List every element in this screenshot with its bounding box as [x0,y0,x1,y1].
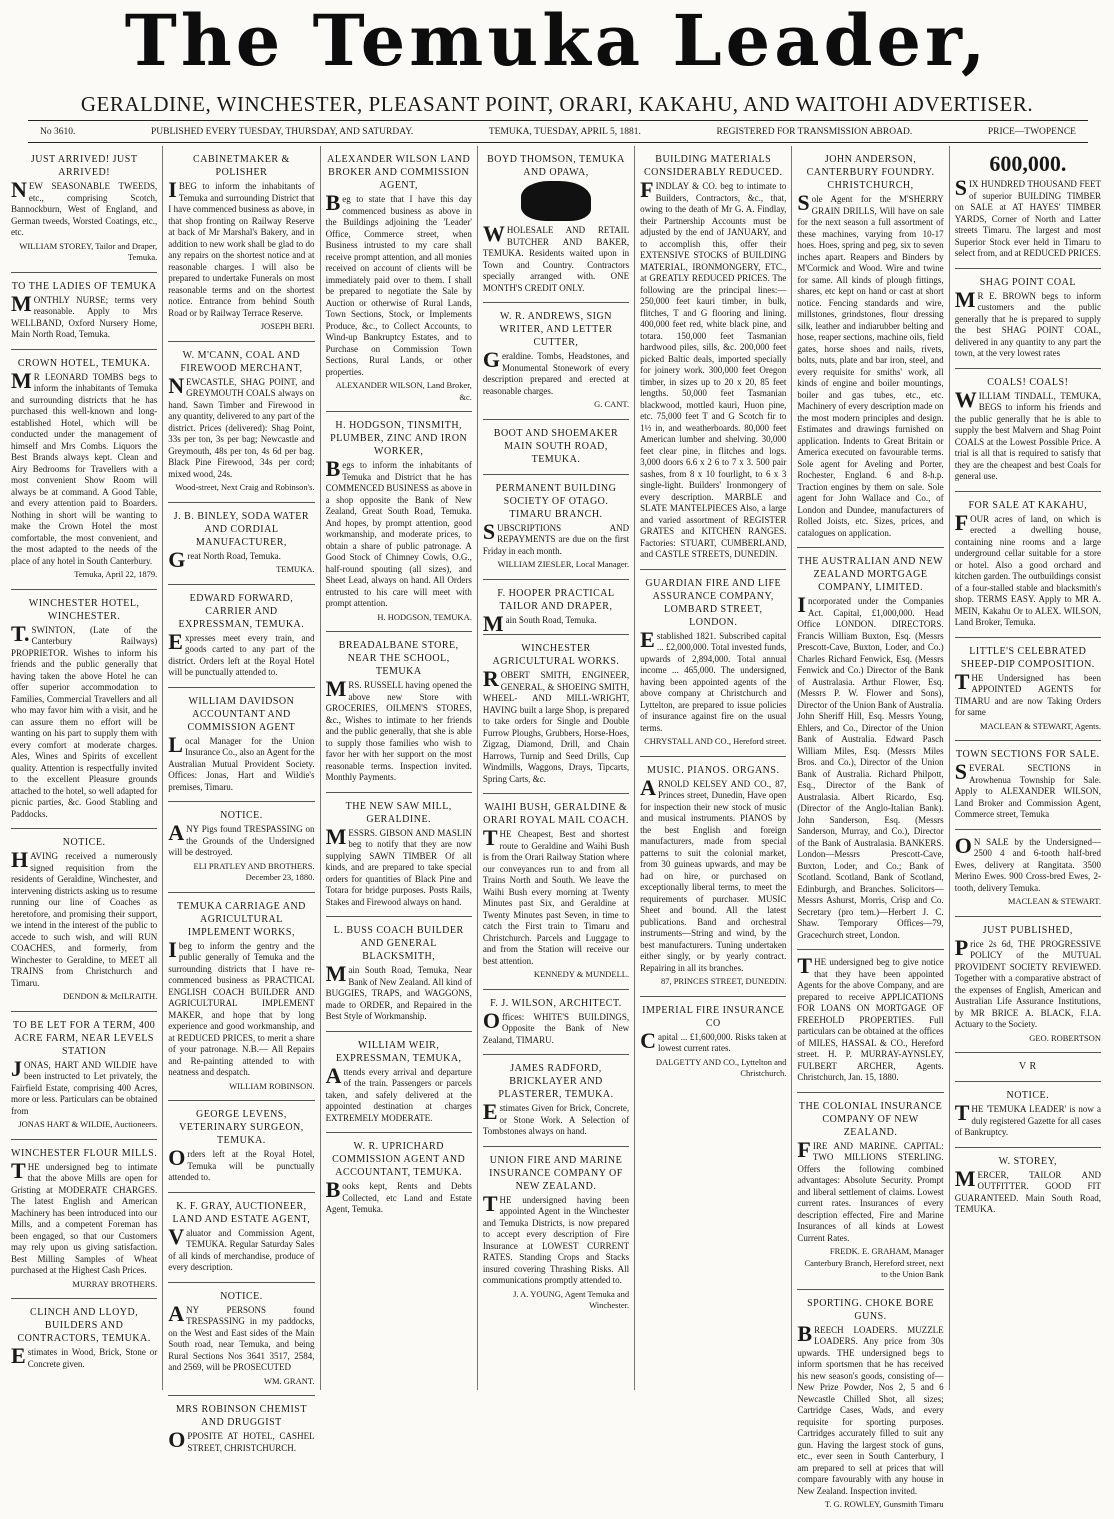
advertisement [955,830,1101,917]
ad-body: IBEG to inform the inhabitants of Temuka and surrounding District that I have commenced business as above, in that shop fronting on Railway Reserve at back of Mr Marshal's Bakery, and in addition to new work shall be glad to do any repairs on the shortest notice and at reasonable charges. I will also be prepared to undertake Funerals on most reasonable terms and on the shortest notice. Entrance from behind South Road or by Railway Terrace Reserve. [168,177,315,318]
ad-heading: UNION FIRE AND MARINE INSURANCE COMPANY OF NEW ZEALAND. [489,1154,623,1192]
ad-signature: WM. GRANT. [263,1375,315,1386]
ad-body: Capital ... £1,600,000. Risks taken at lowest current rates. [640,1027,787,1053]
ad-body: Price 2s 6d, THE PROGRESSIVE POLICY of the MUTUAL PROVIDENT SOCIETY REVIEWED. Together with a comparative abstract of the expenses of English, American and Australian Life Assurance Institutions, by MR BRICE A. BLACK, F.I.A. Actuary to the Society. [954,934,1101,1029]
ad-body: Main South Road, Temuka. [482,610,597,636]
ad-heading: NOTICE. [220,810,263,821]
ad-heading: NOTICE. [1006,1090,1050,1101]
advertisement [797,1093,943,1290]
advertisement [955,146,1101,269]
advertisement [955,917,1101,1054]
advertisement [483,1147,629,1320]
advertisement [168,1283,314,1397]
ad-heading: FOR SALE AT KAKAHU, [968,499,1088,511]
advertisement [168,342,314,503]
advertisement [168,688,314,803]
advertisement [168,585,314,688]
ad-signature: WILLIAM STOREY, Tailor and Draper, Temuka. [19,240,158,262]
ad-signature: WILLIAM ZIESLER, Local Manager. [497,559,630,569]
ad-heading: COALS! COALS! [987,376,1069,388]
ad-body: ON SALE by the Undersigned— 2500 4 and 6-tooth half-bred Ewes, delivery at Rangitata. 3500 Merino Ewes. 900 Cross-bred Ewes, 2-tooth, delivery Temuka. [954,832,1101,893]
ad-heading: THE COLONIAL INSURANCE COMPANY OF NEW ZEALAND. [798,1100,943,1138]
advertisement [11,829,157,1012]
ad-signature: FREDK. E. GRAHAM, Manager Canterbury Branch, Hereford street, next to the Union Bank [804,1246,944,1279]
ad-body: Offices: WHITE'S BUILDINGS, Opposite the Bank of New Zealand, TIMARU. [482,1007,630,1045]
dateline [40,124,1076,140]
ad-body: Books kept, Rents and Debts Collected, etc Land and Estate Agent, Temuka. [325,1177,472,1214]
ad-body: MR E. BROWN begs to inform customers and the public generally that he is prepared to supply the best SHAG POINT COAL, delivered in any quantity to any part the town, at the very lowest rates [954,286,1101,358]
ad-body: ANY PERSONS found TRESPASSING in my paddocks, on the West and East sides of the Main South road, near Temuka, and being Rural Sections Nos 3641 3517, 2584, and 2569, will be PROSECUTED [168,1300,315,1372]
ad-heading: CABINETMAKER & POLISHER [193,154,290,178]
ad-signature: MACLEAN & STEWART, Agents. [980,720,1101,731]
advertisement [483,420,629,475]
ad-heading: V R [1018,1061,1037,1072]
advertisement [326,412,472,632]
advertisement [11,1299,157,1378]
advertisement [483,635,629,794]
ad-body: Beg to state that I have this day commenced business as above in the Buildings adjoining the 'Leader' Office, Commerce street, when Business intrusted to my care shall receive prompt attention, and all monies received on account of clients will be immediately paid over to them. I shall be prepared to negotiate the Sale by Auction or otherwise of Rural Lands, Town Sections, Stock, or Implements Produce, &c., to Collect Accounts, to Wind-up Bankruptcy Estates, and to Purchase on Commission Town Sections, Rural Lands, or other properties. [325,190,472,377]
ad-heading: BUILDING MATERIALS CONSIDERABLY REDUCED. [643,154,783,178]
advertisement [168,893,314,1102]
column-3 [321,146,478,1390]
ad-heading: BOOT AND SHOEMAKER MAIN SOUTH ROAD, TEMUKA. [493,427,619,465]
ad-body: WHOLESALE AND RETAIL BUTCHER AND BAKER, TEMUKA. Residents waited upon in Town and Country. Contractors specially arranged with. ONE MONTH'S CREDIT ONLY. [482,221,630,293]
ad-body: T.SWINTON, (Late of the Canterbury Railways) PROPRIETOR. Wishes to inform his friends and the public generally that having taken the above Hotel he can offer superior accommodation to Families, Commercial Travellers and all who may favor him with a visit, and he can assure them no effort will be wanting on his part to supply them with every comfort at moderate charges. Ales, Wines and Spirits of excellent quality. Attention is respectfully invited to the excellent Pleasure grounds attached to the hotel, so well adapted for picnic parties, &c. Good Stabling and Paddocks. [11,620,158,819]
ad-signature: G. CANT. [594,399,630,409]
advertisement [955,1053,1101,1082]
ad-heading: THE AUSTRALIAN AND NEW ZEALAND MORTGAGE COMPANY, LIMITED. [797,556,944,593]
ad-signature: WILLIAM ROBINSON. [229,1080,315,1091]
ad-body: OPPOSITE AT HOTEL, CASHEL STREET, CHRISTCHURCH. [168,1427,315,1453]
ad-body: MESSRS. GIBSON AND MASLIN beg to notify that they are now supplying SAWN TIMBER Of all kinds, and are prepared to take special orders for quantities of Black Pine and Totara for bridge purposes. Posts Rails, Stakes and Firewood always on hand. [325,823,472,907]
ad-body: THE 'TEMUKA LEADER' is now a duly registered Gazette for all cases of Bankruptcy. [954,1100,1101,1137]
advertisement [483,303,629,420]
ad-body: THE undersigned having been appointed Agent in the Winchester and Temuka Districts, is now prepared to accept every description of Fire Insurance at LOWEST CURRENT RATES. Standing Crops and Stacks insured covering Thrashing Risks. All communications promptly attended to. [482,1190,630,1285]
ad-body: Sole Agent for the M'SHERRY GRAIN DRILLS, Will have on sale for the next season a full assortment of these machines, varying from 10-17 hoes. Hoes, spring and peg, six to seven inches apart. Reapers and Binders by M'Cormick and Wood. Wire and twine for same. All kinds of plough fittings, shares, etc kept on hand or cast at short notice. Fencing standards and wire, millstones, grindstones, flour dressing silk, leather and indiarubber belting and hose, reaper sections, machine oils, field gates, horse shoes and nails, rivets, bolts, nuts, plate and bar iron, steel, and every requisite for smiths' work, all kinds of engine and boiler mountings, boiler and gas tubes, etc., etc. Machinery of every description made on the most modern principles and design. Estimates and drawings furnished on application. Indents to Great Britain or America executed on favourable terms. Sole agent for Aveling and Porter, Rochester, England. 6 and 8-h.p. Traction engines by them on sale. Sole agent for John Wallace and Co., of London and Dundee, manufacturers of Rolled Joists, etc. Sizes, prices, and catalogues on application. [797,190,944,538]
ad-signature: JOSEPH BERI. [260,321,315,331]
ad-heading: CROWN HOTEL, TEMUKA. [17,357,151,369]
advertisement [797,146,943,548]
advertisement [168,802,314,893]
column-4 [478,146,635,1390]
ad-body: Estimates in Wood, Brick, Stone or Concrete given. [11,1343,158,1369]
ad-body: THE undersigned beg to give notice that they have been appointed Agents for the above Company, and are prepared to receive APPLICATIONS FOR LOANS ON MORTGAGE OF FREEHOLD PROPERTIES. Full particulars can be obtained at the offices of MILES, HASSAL & CO., Hereford street. H. P. MURRAY-AYNSLEY, FULBERT ARCHER, Agents. Christchurch, Jan. 15, 1880. [797,953,944,1082]
ad-signature: Wood-street, Next Craig and Robinson's. [175,482,315,492]
ad-signature: KENNEDY & MUNDELL. [533,969,630,979]
ad-heading: H. HODGSON, TINSMITH, PLUMBER, ZINC AND IRON WORKER, [330,420,468,457]
column-1 [6,146,163,1390]
advertisement [326,793,472,918]
advertisement [483,475,629,580]
advertisement [797,548,943,950]
ad-heading: TOWN SECTIONS FOR SALE. [956,749,1100,760]
ad-heading: WINCHESTER HOTEL, WINCHESTER. [28,597,140,622]
advertisement [326,1133,472,1224]
advertisement [955,638,1101,742]
ad-body: Main South Road, Temuka, Near Bank of New Zealand. All kind of BUGGIES, TRAPS, and WAGGONS, made to ORDER, and Repaired in the Best Style of Workmanship. [325,961,472,1021]
ad-heading: F. J. WILSON, ARCHITECT. [490,997,622,1009]
bull-woodcut-icon [521,181,591,221]
column-7 [950,146,1106,1390]
advertisement [640,146,786,570]
advertisement [326,146,472,412]
ad-body: Orders left at the Royal Hotel, Temuka will be punctually attended to. [168,1145,315,1182]
ad-heading: SPORTING. CHOKE BORE GUNS. [807,1297,934,1322]
ad-signature: ELI PRATLEY AND BROTHERS. December 23, 1880. [193,860,315,882]
ad-body: THE undersigned beg to intimate that the above Mills are open for Gristing at MODERATE CHARGES. The latest English and American Machinery has been introduced into our Mills, and a competent Foreman has been engaged, so that our Customers may rely upon us giving satisfaction. Best Milling Samples of Wheat purchased at the Highest Cash Prices. [11,1157,158,1275]
advertisement [797,950,943,1093]
advertisement [955,492,1101,638]
ad-heading: TO THE LADIES OF TEMUKA [11,280,157,292]
advertisement [797,1290,943,1519]
ad-heading: THE NEW SAW MILL, GERALDINE. [345,800,452,825]
ad-signature: JONAS HART & WILDIE, Auctioneers. [18,1119,158,1129]
masthead-subtitle: GERALDINE, WINCHESTER, PLEASANT POINT, ORARI, KAKAHU, AND WAITOHI ADVERTISER. [80,92,1034,116]
ad-body: NEWCASTLE, SHAG POINT, and GREYMOUTH COALS always on hand. Sawn Timber and Firewood in any quantity, delivered to any part of the district. Prices (delivered): Shag Point, 33s per ton, 3s per bag; Newcastle and Greymouth, 48s per ton, 4s 6d per bag. Black Pine Firewood, 34s per cord; mixed wood, 24s. [168,372,315,479]
ad-signature: CHRYSTALL AND CO., Hereford street. [644,736,787,746]
ad-signature: MURRAY BROTHERS. [72,1278,158,1289]
advertisement [483,580,629,636]
ad-body: WILLIAM TINDALL, TEMUKA, BEGS to inform his friends and the public generally that he is able to supply the best Malvern and Shag Point COALS at the Lowest Possible Price. A trial is all that is required to satisfy that they are the cheapest and best Coals for general use. [954,386,1101,481]
ad-body: ANY Pigs found TRESPASSING on the Grounds of the Undersigned will be destroyed. [168,820,315,857]
ad-signature: T. G. ROWLEY, Gunsmith Timaru [824,1499,944,1509]
column-2 [163,146,320,1453]
ad-heading: W. STOREY, [998,1155,1058,1167]
ad-body: FOUR acres of land, on which is erected a dwelling house, containing nine rooms and a large underground cellar suitable for a store or hotel. Also a good orchard and kitchen garden. The outbuildings consist of a four-stalled stable and blacksmith's shop. TERMS EASY. Apply to MR A. MEIN, Kakahu Or to ALEX. WILSON, Land Broker, Temuka. [954,509,1101,627]
advertisement [955,741,1101,830]
ad-body: Begs to inform the inhabitants of Temuka and District that he has COMMENCED BUSINESS as above in a shop opposite the Bank of New Zealand, Great South Road, Temuka. And hopes, by prompt attention, good workmanship, and moderate prices, to obtain a share of public patronage. A Good Stock of Chimney Cowls, O.G., half-round spouting (all sizes), and Sheet Lead, always on hand. All Orders entrusted to his care will meet with prompt attention. [325,456,472,608]
column-6 [792,146,949,1509]
advertisement [168,503,314,585]
rule-bottom [28,142,1088,143]
advertisement [955,1082,1101,1148]
ad-body: NEW SEASONABLE TWEEDS, etc., comprising Scotch, Bannockburn, West of England, and German tweeds, Worsted Coatings, etc., etc. [11,177,158,237]
ad-body: THE Undersigned has been APPOINTED AGENTS for TIMARU and are now Taking Orders for same [954,668,1101,717]
ad-signature: DENDON & McILRAITH. [63,991,158,1001]
registration-note: REGISTERED FOR TRANSMISSION ABROAD. [716,127,913,137]
ad-body: ROBERT SMITH, ENGINEER, GENERAL, & SHOEING SMITH, WHEEL- AND MILL-WRIGHT, HAVING built a large Shop, is prepared to take orders for Single and Double Furrow Ploughs, Grubbers, Horse-Hoes, Zigzag, Diamond, Drill, and Chain Harrows, Turnip and Seed Drills, Cup Windmills, Waggons, Drays, Tipcarts, Spring Carts, &c. [482,666,630,784]
advertisement [326,1032,472,1134]
ad-heading: GEORGE LEVENS, VETERINARY SURGEON, TEMUKA. [179,1109,304,1146]
ad-signature: 87, PRINCES STREET, DUNEDIN. [660,976,787,986]
ad-heading: W. M'CANN, COAL AND FIREWOOD MERCHANT, [180,349,303,374]
advertisement [640,757,786,997]
ad-body: MERCER, TAILOR AND OUTFITTER. GOOD FIT GUARANTEED. Main South Road, TEMUKA. [954,1165,1101,1214]
advertisement [955,1148,1101,1224]
ad-heading: MRS ROBINSON CHEMIST AND DRUGGIST [175,1404,307,1428]
ad-body: SEVERAL SECTIONS in Arowhenua Township for Sale. Apply to ALEXANDER WILSON, Land Broker and Commission Agent, Commerce street, Temuka [954,759,1101,819]
ad-heading: 600,000. [989,151,1067,176]
column-5 [635,146,792,1390]
ad-body: BREECH LOADERS. MUZZLE LOADERS. Any price from 30s upwards. THE undersigned begs to inform sportsmen that he has received his new season's goods, consisting of—New Prize Powder, Nos 2, 5 and 6 Newcastle Chilled Shot, all sizes; Cartridge Cases, Wads, and every requisite for sporting purposes. Cartridges accurately filled to suit any gun. Having the largest stock of guns, etc., ever seen in South Canterbury, I am prepared to sell at prices that will compare favourably with any house in New Zealand. Inspection invited. [797,1320,944,1496]
ad-signature: MACLEAN & STEWART. [1007,896,1101,906]
ad-heading: CLINCH AND LLOYD, BUILDERS AND CONTRACTORS, TEMUKA. [17,1307,151,1344]
ad-heading: WILLIAM WEIR, EXPRESSMAN, TEMUKA, [335,1039,462,1064]
advertisement [11,273,157,350]
ad-heading: W. R. UPRICHARD COMMISSION AGENT AND ACCOUNTANT, TEMUKA. [332,1141,466,1178]
advertisement [11,350,157,590]
ad-heading: WAIHI BUSH, GERALDINE & ORARI ROYAL MAIL COACH. [483,802,629,826]
ad-body: Ibeg to inform the gentry and the public generally of Temuka and the surrounding districts that I have re-commenced business as PRACTICAL ENGLISH COACH BUILDER AND AGRICULTURAL IMPLEMENT MAKER, and hope that by long experience and good workmanship, and at REDUCED PRICES, to merit a share of your patronage. N.B.— All Repairs and Re-painting attended to with neatness and despatch. [168,936,315,1077]
ad-heading: TO BE LET FOR A TERM, 400 ACRE FARM, NEAR LEVELS STATION [13,1019,156,1057]
publication-schedule: PUBLISHED EVERY TUESDAY, THURSDAY, AND SATURDAY. [151,127,414,137]
issue-number: No 3610. [40,127,76,137]
ad-heading: JOHN ANDERSON, CANTERBURY FOUNDRY. CHRISTCHURCH, [806,154,935,191]
advertisement [168,1396,314,1462]
ad-body: ARNOLD KELSEY AND CO., 87, Princes street, Dunedin, Have open for inspection their new stock of music and musical instruments. PIANOS by the best English and foreign manufacturers, made from special patterns to suit the colonial market, from 30 guineas upwards, and may be had on hire, or purchased on exceptionally liberal terms, to meet the requirements of purchaser. MUSIC Sheet and bound. All the latest publications. Band and orchestral instruments—String and wind, by the best manufacturers. Tuning undertaken either singly, or by yearly contract. Repairing in all its branches. [640,774,787,973]
ad-body: Valuator and Commission Agent, TEMUKA. Regular Saturday Sales of all kinds of merchandise, produce of every description. [168,1223,315,1272]
ad-heading: NOTICE. [220,1290,263,1302]
ad-heading: W. R. ANDREWS, SIGN WRITER, AND LETTER CUTTER, [499,311,613,348]
ad-heading: JUST ARRIVED! JUST ARRIVED! [30,154,138,178]
advertisement [640,570,786,757]
ad-body: JONAS, HART AND WILDIE have been instructed to Let privately, the Fairfield Estate, comprising 400 Acres, more or less. Particulars can be obtained from [11,1055,158,1116]
advertisement [168,1101,314,1193]
ad-heading: NOTICE. [62,837,106,848]
advertisement [326,917,472,1032]
ad-body: Established 1821. Subscribed capital ... £2,000,000. Total invested funds, upwards of 2,894,000. Total annual income ... 465,000. The undersigned, having been appointed agents of the above company at Christchurch and Lyttelton, are prepared to issue policies of insurance against fire on the usual terms. [640,626,787,733]
ad-heading: SHAG POINT COAL [979,276,1076,288]
ad-heading: WILLIAM DAVIDSON ACCOUNTANT AND COMMISSION AGENT [187,695,296,733]
ad-body: FINDLAY & CO. beg to intimate to Builders, Contractors, &c., that, owing to the death of Mr G. A. Findlay, their Partnership Accounts must be adjusted by the end of JANUARY, and to accomplish this, offer their EXTENSIVE STOCKS of BUILDING MATERIAL, IRONMONGERY, ETC., at GREATLY REDUCED PRICES. The following are the principal lines:— 250,000 feet kauri timber, in bulk, flitches, T and G flooring and lining. 400,000 feet red, white black pine, and totara. 150,000 feet Tasmanian hardwood piles, sills, &c. 200,000 feet picked Baltic deals, imported specially for joinery work. 300,000 feet Oregon timber, in sizes up to 20 x 20, 85 feet lengths. 50,000 feet Tasmanian blackwood, mottled kauri, Huon pine, etc. 75,000 feet T and G Scotch fir to 1½ in, and weatherboards. 80,000 feet American lumber and shelving. 30,000 feet clear pine, in flitches and logs. 3,000 doors 6.6 x 2 6 to 7 x 3. 500 pair sashes, from 8 x 10 fourlight, to 6 x 3 single-light. Builders' Ironmongery of every description. MARBLE and SLATE MANTELPIECES Also, a large and varied assortment of REGISTER GRATES and KITCHEN RANGES. Factories: STUART, CUMBERLAND, and CASTLE STREETS, DUNEDIN. [640,177,787,559]
ad-body: Attends every arrival and departure of the train. Passengers or parcels taken, and safely delivered at the appointed destination at charges EXTREMELY MODERATE. [325,1062,472,1123]
advertisement [955,269,1101,369]
ad-body: Estimates Given for Brick, Concrete, or Stone Work. A Selection of Tombstones always on hand. [482,1099,630,1136]
ad-heading: LITTLE'S CELEBRATED SHEEP-DIP COMPOSITION. [960,645,1095,670]
ad-heading: F. HOOPER PRACTICAL TAILOR AND DRAPER, [497,587,615,612]
advertisement [326,632,472,793]
ad-body: SIX HUNDRED THOUSAND FEET of superior BUILDING TIMBER on SALE at AT HAYES' TIMBER YARDS, Corner of North and Latter streets Timaru. The largest and most Superior Stock ever held in Timaru to select from, and at REDUCED PRICES. [954,175,1101,258]
ad-body: Expresses meet every train, and goods carted to any part of the district. Orders left at the Royal Hotel will be punctually attended to. [168,628,315,677]
ad-body: SUBSCRIPTIONS AND REPAYMENTS are due on the first Friday in each month. [482,518,630,556]
ad-body: FIRE AND MARINE. CAPITAL: TWO MILLIONS STERLING. Offers the following combined advantages: Absolute Security. Prompt and liberal settlement of claims. Lowest current rates. Insurances of every description effected, Fire and Marine Insurances of all kinds at Lowest Current Rates. [797,1136,944,1243]
advertisement [955,369,1101,492]
ad-heading: EDWARD FORWARD, CARRIER AND EXPRESSMAN, TEMUKA. [178,592,305,630]
ad-heading: JAMES RADFORD, BRICKLAYER AND PLASTERER, TEMUKA. [498,1063,614,1100]
ad-heading: J. B. BINLEY, SODA WATER AND CORDIAL MANUFACTURER, [173,510,310,548]
columns [6,146,1106,1509]
issue-date: TEMUKA, TUESDAY, APRIL 5, 1881. [488,127,641,137]
ad-signature: ALEXANDER WILSON, Land Broker, &c. [335,380,472,402]
advertisement [483,146,629,303]
advertisement [483,990,629,1056]
advertisement [640,997,786,1088]
advertisement [168,1193,314,1283]
ad-signature: J. A. YOUNG, Agent Temuka and Winchester. [513,1288,630,1310]
ad-heading: BREADALBANE STORE, NEAR THE SCHOOL, TEMUKA [338,640,459,677]
ad-signature: TEMUKA. [276,564,315,574]
ad-heading: WINCHESTER FLOUR MILLS. [11,1147,158,1159]
advertisement [11,146,157,273]
rule-top [28,120,1088,121]
ad-body: Incorporated under the Companies Act. Capital, £1,000,000. Head Office LONDON. DIRECTORS. Francis William Buxton, Esq. (Messrs Prescott-Cave, Buxton, Loder, and Co.) Charles Richard Fenwick, Esq. (Messrs Fenwick and Co.) Director of the Bank of Australasia. Arthur Flower, Esq. (Messrs P. W. Flower and Sons), Director of the Union Bank of Australia. John Sheriff Hill, Esq. Messrs Young, Ehlers, and Co., Director of the Union Bank of Australia. Edward Pasch William Miles, Esq. (Messrs Miles Bros. and Co.), Director of the Union Bank of Australia. Richard Philpott, Esq., Director of the Bank of Australasia. Albert Ricardo, Esq. (Director of the Anglo-Italian Bank). John Sanderson, Esq. (Messrs Sanderson, Murray, and Co.), Director of the Bank of Australasia. BANKERS. London—Messrs Prescott-Cave, Buxton, Loder, and Co.; Bank of Scotland. Scotland, Bank of Scotland, Edinburgh, and Branches. Solicitors—Messrs Ashurst, Morris, Crisp and Co. Secretary (pro tem.)—Herbert J. C. Shaw. Temporary Offices—79, Gracechurch street, London. [797,592,944,940]
ad-signature: Temuka, April 22, 1879. [74,569,158,579]
ad-signature: H. HODGSON, TEMUKA. [377,611,472,622]
advertisement [168,146,314,342]
ad-body: HAVING received a numerously signed requisition from the residents of Geraldine, Winchester, and intervening districts asking us to resume running our line of Coaches as heretofore, and promising their support, we intend in the interest of the public to accede to such wish, and will RUN COACHES, and formerly, from Winchester to Geraldine, to MEET all TRAINS from Christchurch and Timaru. [11,847,158,988]
ad-heading: GUARDIAN FIRE AND LIFE ASSURANCE COMPANY, LOMBARD STREET, LONDON. [645,577,782,628]
ad-signature: DALGETTY AND CO., Lyttelton and Christchurch. [655,1056,787,1078]
ad-body: MRS. RUSSELL having opened the above new Store with GROCERIES, OILMEN'S STORES, &c., Wishes to intimate to her friends and the public generally, that she is able to supply those families who wish to favor her with her support on the most reasonable terms. Inspection invited. Monthly Payments. [325,676,472,782]
advertisement [483,1055,629,1147]
ad-heading: PERMANENT BUILDING SOCIETY OF OTAGO. TIMARU BRANCH. [495,482,617,520]
masthead-title: The Temuka Leader, [124,0,990,82]
ad-heading: ALEXANDER WILSON LAND BROKER AND COMMISSION AGENT, [327,154,471,191]
advertisement [11,1140,157,1300]
price: PRICE—TWOPENCE [987,127,1076,137]
ad-heading: MUSIC. PIANOS. ORGANS. [647,764,780,776]
ad-heading: K. F. GRAY, AUCTIONEER, LAND AND ESTATE AGENT, [172,1200,311,1225]
ad-body: MR LEONARD TOMBS begs to inform the inhabitants of Temuka and surrounding districts that he has purchased this well-known and long-established Hotel, which will be conducted under the management of himself and Mrs Combs. Liquors the Best Brands always kept. Clean and Airy Bedrooms for Travellers with a most convenient Show Room will always be at command. A Good Table, and every attention paid to Boarders. Nothing in short will be wanting to make the Crown Hotel the most comfortable, the most convenient, and the most adapted to the needs of the place of any hotel in South Canterbury. [11,367,158,566]
ad-body: THE Cheapest, Best and shortest route to Geraldine and Waihi Bush is from the Orari Railway Station where our conveyances run to and from all Trains North and South. We leave the Waihi Bush every morning at Twenty Minutes past Six, and Geraldine at Twenty Minutes past Seven, in time to catch the First train to Timaru and Christchurch. Parcels and Luggage to and from the Station will receive our best attention. [482,825,630,966]
ad-signature: GEO. ROBERTSON [1029,1032,1101,1043]
ad-body: Geraldine. Tombs, Headstones, and Monumental Stonework of every description prepared and erected at reasonable charges. [482,347,630,396]
ad-heading: TEMUKA CARRIAGE AND AGRICULTURAL IMPLEMENT WORKS, [176,900,306,938]
ad-heading: JUST PUBLISHED, [982,924,1073,936]
ad-body: Great North Road, Temuka. [168,546,281,572]
ad-heading: IMPERIAL FIRE INSURANCE CO [642,1004,785,1029]
ad-body: Local Manager for the Union Insurance Co., also an Agent for the Australian Mutual Provident Society. Offices: Jonas, Hart and Wildie's premises, Timaru. [168,731,315,792]
ad-heading: WINCHESTER AGRICULTURAL WORKS. [492,643,620,667]
advertisement [11,590,157,830]
advertisement [11,1012,157,1140]
ad-heading: L. BUSS COACH BUILDER AND GENERAL BLACKSMITH, [333,925,464,962]
advertisement [483,794,629,990]
ad-body: MONTHLY NURSE; terms very reasonable. Apply to Mrs WELLBAND, Oxford Nursery Home, Main North Road, Temuka. [11,290,158,339]
ad-heading: BOYD THOMSON, TEMUKA AND OPAWA, [487,154,625,178]
